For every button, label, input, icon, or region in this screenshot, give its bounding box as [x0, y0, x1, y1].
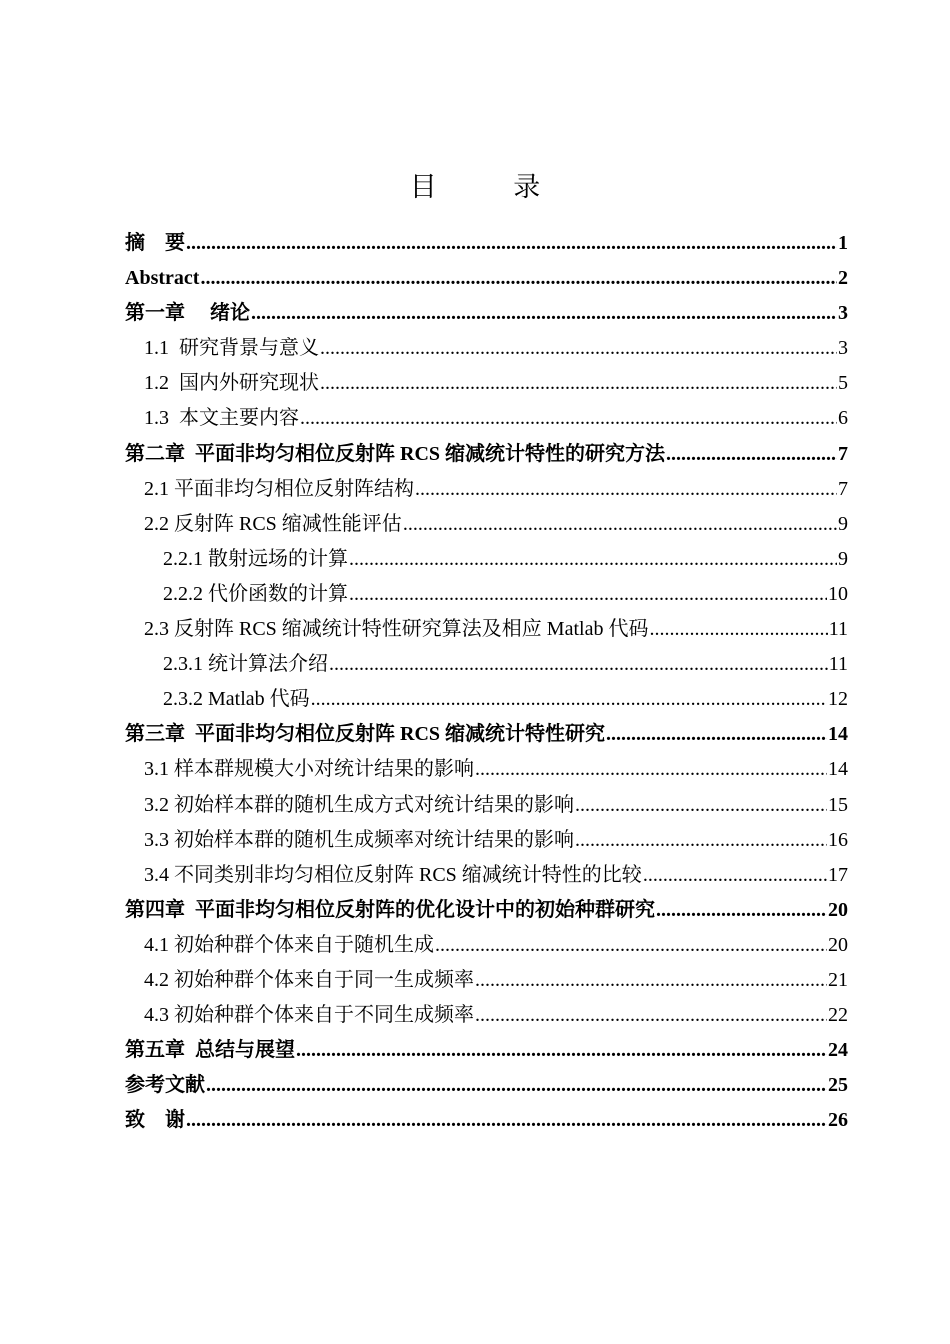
toc-entry[interactable] [125, 228, 848, 263]
toc-entry-page-number: 21 [828, 968, 848, 991]
toc-entry-label: 第四章 平面非均匀相位反射阵的优化设计中的初始种群研究 [125, 898, 655, 921]
toc-entry[interactable] [125, 965, 848, 1000]
toc-leader-dots [349, 579, 827, 609]
toc-entry[interactable] [125, 649, 848, 684]
toc-entry[interactable] [125, 1035, 848, 1070]
toc-entry-label: 参考文献 [125, 1074, 205, 1097]
toc-entry-label: 致 谢 [125, 1109, 185, 1132]
toc-entry-page-number: 2 [838, 267, 848, 290]
toc-entry[interactable] [125, 579, 848, 614]
toc-entry-label: 第一章 绪论 [125, 302, 250, 325]
toc-entry-page-number: 6 [838, 407, 848, 430]
toc-entry[interactable] [125, 790, 848, 825]
toc-leader-dots [403, 509, 837, 539]
toc-entry-label: Abstract [125, 267, 200, 290]
toc-entry-page-number: 1 [838, 232, 848, 254]
toc-leader-dots [475, 965, 827, 995]
toc-entry[interactable] [125, 439, 848, 474]
toc-title: 目 录 [409, 172, 575, 203]
toc-entry[interactable] [125, 1000, 848, 1035]
toc-entry[interactable] [125, 719, 848, 754]
toc-leader-dots [575, 825, 827, 855]
toc-entry-page-number: 9 [838, 547, 848, 570]
toc-entry-page-number: 7 [838, 442, 848, 465]
toc-entry[interactable] [125, 263, 848, 298]
toc-entry-page-number: 12 [828, 688, 848, 711]
toc-entry-label: 摘 要 [125, 232, 185, 254]
toc-entry[interactable] [125, 1070, 848, 1105]
toc-entry-label: 1.1 研究背景与意义 [144, 337, 319, 360]
toc-entry-label: 2.3.1 统计算法介绍 [163, 653, 328, 676]
toc-entry-page-number: 3 [838, 337, 848, 360]
table-of-contents [125, 228, 848, 1140]
toc-entry-label: 4.1 初始种群个体来自于随机生成 [144, 933, 434, 956]
toc-leader-dots [435, 930, 827, 960]
toc-leader-dots [296, 1035, 827, 1065]
toc-leader-dots [475, 754, 827, 784]
toc-entry-page-number: 14 [828, 758, 848, 781]
toc-entry-label: 2.1 平面非均匀相位反射阵结构 [144, 477, 414, 500]
toc-entry[interactable] [125, 403, 848, 438]
toc-entry-page-number: 17 [828, 863, 848, 886]
toc-entry-label: 第五章 总结与展望 [125, 1039, 295, 1062]
toc-leader-dots [475, 1000, 827, 1030]
toc-leader-dots [300, 403, 837, 433]
toc-entry[interactable] [125, 509, 848, 544]
toc-leader-dots [349, 544, 837, 574]
toc-entry[interactable] [125, 1105, 848, 1140]
toc-leader-dots [575, 790, 827, 820]
toc-leader-dots [656, 895, 827, 925]
toc-entry[interactable] [125, 333, 848, 368]
toc-entry-label: 1.3 本文主要内容 [144, 407, 299, 430]
toc-entry-page-number: 20 [828, 933, 848, 956]
toc-entry-page-number: 20 [828, 898, 848, 921]
toc-entry-page-number: 25 [828, 1074, 848, 1097]
toc-entry-page-number: 22 [828, 1004, 848, 1027]
toc-entry-label: 3.3 初始样本群的随机生成频率对统计结果的影响 [144, 828, 574, 851]
toc-leader-dots [329, 649, 828, 679]
toc-entry[interactable] [125, 860, 848, 895]
toc-leader-dots [186, 228, 837, 258]
toc-entry[interactable] [125, 614, 848, 649]
toc-leader-dots [206, 1070, 827, 1100]
toc-entry-page-number: 16 [828, 828, 848, 851]
toc-leader-dots [666, 439, 837, 469]
toc-leader-dots [649, 614, 827, 644]
toc-entry-page-number: 11 [828, 653, 848, 676]
toc-leader-dots [320, 368, 837, 398]
toc-entry-page-number: 24 [828, 1039, 848, 1062]
toc-entry-page-number: 15 [828, 793, 848, 816]
toc-leader-dots [251, 298, 837, 328]
toc-leader-dots [186, 1105, 827, 1135]
toc-entry-page-number: 5 [838, 372, 848, 395]
toc-leader-dots [643, 860, 827, 890]
toc-entry[interactable] [125, 754, 848, 789]
toc-entry-label: 2.2 反射阵 RCS 缩减性能评估 [144, 512, 402, 535]
toc-entry-label: 2.2.1 散射远场的计算 [163, 547, 348, 570]
toc-entry[interactable] [125, 825, 848, 860]
toc-entry-label: 1.2 国内外研究现状 [144, 372, 319, 395]
toc-entry-label: 2.3.2 Matlab 代码 [163, 688, 310, 711]
toc-entry[interactable] [125, 930, 848, 965]
toc-entry[interactable] [125, 684, 848, 719]
toc-entry-page-number: 14 [828, 723, 848, 746]
toc-entry-label: 3.4 不同类别非均匀相位反射阵 RCS 缩减统计特性的比较 [144, 863, 642, 886]
toc-leader-dots [606, 719, 827, 749]
toc-entry-page-number: 10 [828, 582, 848, 605]
toc-entry-page-number: 7 [838, 477, 848, 500]
toc-leader-dots [320, 333, 837, 363]
toc-entry-label: 2.3 反射阵 RCS 缩减统计特性研究算法及相应 Matlab 代码 [144, 618, 649, 641]
toc-entry-label: 4.2 初始种群个体来自于同一生成频率 [144, 968, 474, 991]
toc-entry-page-number: 9 [838, 512, 848, 535]
toc-entry[interactable] [125, 474, 848, 509]
toc-entry-label: 第三章 平面非均匀相位反射阵 RCS 缩减统计特性研究 [125, 723, 606, 746]
toc-entry-label: 2.2.2 代价函数的计算 [163, 582, 348, 605]
toc-leader-dots [200, 263, 837, 293]
toc-entry-page-number: 3 [838, 302, 848, 325]
toc-entry[interactable] [125, 895, 848, 930]
toc-entry-label: 4.3 初始种群个体来自于不同生成频率 [144, 1004, 474, 1027]
toc-leader-dots [311, 684, 827, 714]
toc-entry[interactable] [125, 298, 848, 333]
toc-entry-page-number: 26 [828, 1109, 848, 1132]
toc-entry-page-number: 11 [828, 618, 848, 641]
toc-entry-label: 第二章 平面非均匀相位反射阵 RCS 缩减统计特性的研究方法 [125, 442, 666, 465]
toc-entry-label: 3.2 初始样本群的随机生成方式对统计结果的影响 [144, 793, 574, 816]
toc-entry-label: 3.1 样本群规模大小对统计结果的影响 [144, 758, 474, 781]
toc-entry[interactable] [125, 368, 848, 403]
toc-leader-dots [415, 474, 837, 504]
toc-entry[interactable] [125, 544, 848, 579]
